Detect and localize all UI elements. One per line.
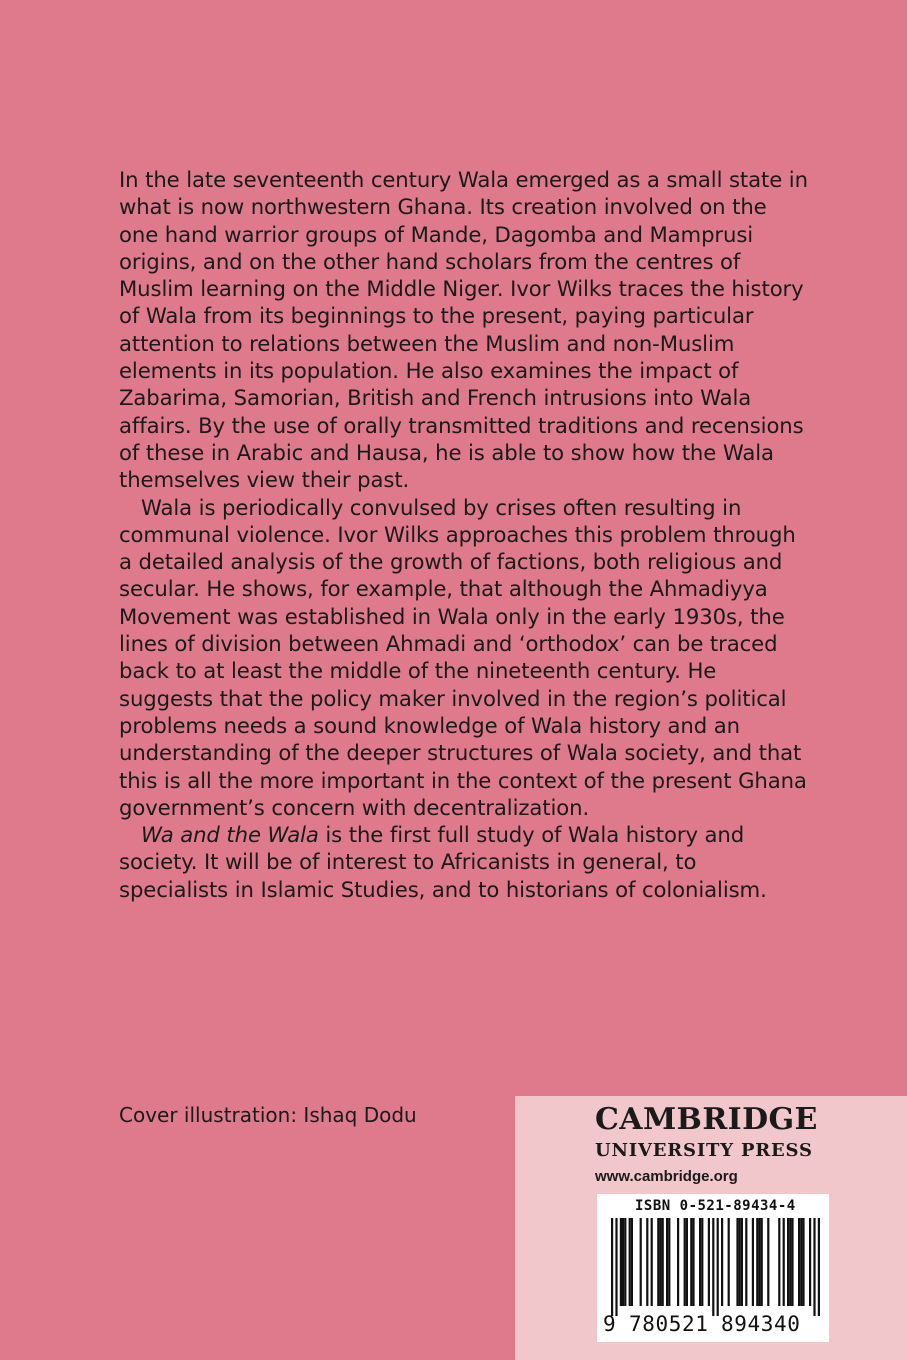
barcode-bar (692, 1218, 694, 1306)
barcode-bar (708, 1218, 710, 1306)
blurb-paragraph-1: In the late seventeenth century Wala emerged as a small state in what is now northwestern Ghana. Its creation involved on the one hand warrior groups of Mande, Dagomba and Mamprusi origins, and on the other hand scholars from the centres of Muslim learning on the Middle Niger. Ivor Wilks traces the history of Wala from its beginnings to the present, paying particular attention to relations between the Muslim and non-Muslim elements in its population. He also examines the impact of Zabarima, Samorian, British and French intrusions into Wala affairs. By the use of orally transmitted traditions and recensions of these in Arabic and Hausa, he is able to show how the Wala themselves view their past. (119, 167, 808, 493)
barcode-bar (624, 1218, 626, 1306)
barcode-bars (597, 1218, 829, 1316)
barcode-bar (615, 1218, 617, 1316)
barcode-bar (758, 1218, 760, 1306)
barcode-bar (712, 1218, 714, 1316)
blurb-text (119, 166, 809, 903)
barcode-bar (736, 1218, 738, 1306)
barcode-digit-first: 9 (603, 1312, 616, 1336)
barcode-bar (657, 1218, 659, 1306)
barcode-bar (668, 1218, 670, 1306)
barcode-bar (611, 1218, 613, 1316)
barcode-bar (787, 1218, 789, 1306)
barcode-bar (728, 1218, 730, 1306)
barcode-bar (721, 1218, 723, 1306)
barcode-bar (651, 1218, 653, 1306)
barcode-bar (666, 1218, 668, 1306)
cover-illustration-credit: Cover illustration: Ishaq Dodu (119, 1103, 417, 1127)
barcode-bar (620, 1218, 622, 1306)
barcode-bar (813, 1218, 815, 1316)
barcode-bar (631, 1218, 633, 1306)
barcode-bar (699, 1218, 701, 1306)
barcode-bar (686, 1218, 688, 1306)
barcode-bar (690, 1218, 692, 1306)
publisher-name: CAMBRIDGE (595, 1102, 818, 1137)
barcode-bar (677, 1218, 679, 1306)
barcode-bar (701, 1218, 703, 1306)
barcode-bar (717, 1218, 719, 1316)
barcode-bar (684, 1218, 686, 1306)
barcode-bar (640, 1218, 642, 1306)
publisher-subtitle: UNIVERSITY PRESS (595, 1140, 813, 1161)
book-title-italic: Wa and the Wala (141, 822, 319, 848)
barcode-bar (791, 1218, 793, 1306)
barcode-bar (818, 1218, 820, 1316)
barcode-bar (662, 1218, 664, 1306)
barcode-bar (778, 1218, 780, 1306)
barcode-bar (798, 1218, 800, 1306)
barcode-bar (752, 1218, 754, 1306)
barcode-bar (646, 1218, 648, 1306)
blurb-paragraph-3 (119, 821, 809, 903)
barcode-digits-left: 780521 (629, 1312, 709, 1336)
barcode-bar (789, 1218, 791, 1306)
publisher-panel (515, 1096, 907, 1360)
barcode-bar (767, 1218, 769, 1306)
barcode-bar (629, 1218, 631, 1306)
barcode-bar (809, 1218, 811, 1306)
barcode-bar (756, 1218, 758, 1306)
barcode-bar (745, 1218, 747, 1306)
blurb-paragraph-3-text: is the first full study of Wala history and society. It will be of interest to Africanists in general, to specialists in Islamic Studies, and to historians of colonialism. (119, 822, 767, 902)
barcode-bar (800, 1218, 802, 1306)
barcode-digits-right: 894340 (721, 1312, 801, 1336)
isbn-label: ISBN 0-521-89434-4 (635, 1198, 796, 1214)
barcode-bar (802, 1218, 804, 1306)
barcode-bar (783, 1218, 785, 1306)
barcode-bar (659, 1218, 661, 1306)
barcode-bar (622, 1218, 624, 1306)
barcode-box (597, 1194, 829, 1342)
barcode-bar (739, 1218, 741, 1306)
publisher-url: www.cambridge.org (595, 1168, 738, 1185)
blurb-paragraph-2: Wala is periodically convulsed by crises often resulting in communal violence. Ivor Wilks approaches this problem through a detailed analysis of the growth of factions, both religious and secular. He shows, for example, that although the Ahmadiyya Movement was established in Wala only in the early 1930s, the lines of division between Ahmadi and ‘orthodox’ can be traced back to at least the middle of the nineteenth century. He suggests that the policy maker involved in the region’s political problems needs a sound knowledge of Wala history and an understanding of the deeper structures of Wala society, and that this is all the more important in the context of the present Ghana government’s concern with decentralization. (119, 494, 807, 820)
barcode-bar (761, 1218, 763, 1306)
barcode-bar (741, 1218, 743, 1306)
